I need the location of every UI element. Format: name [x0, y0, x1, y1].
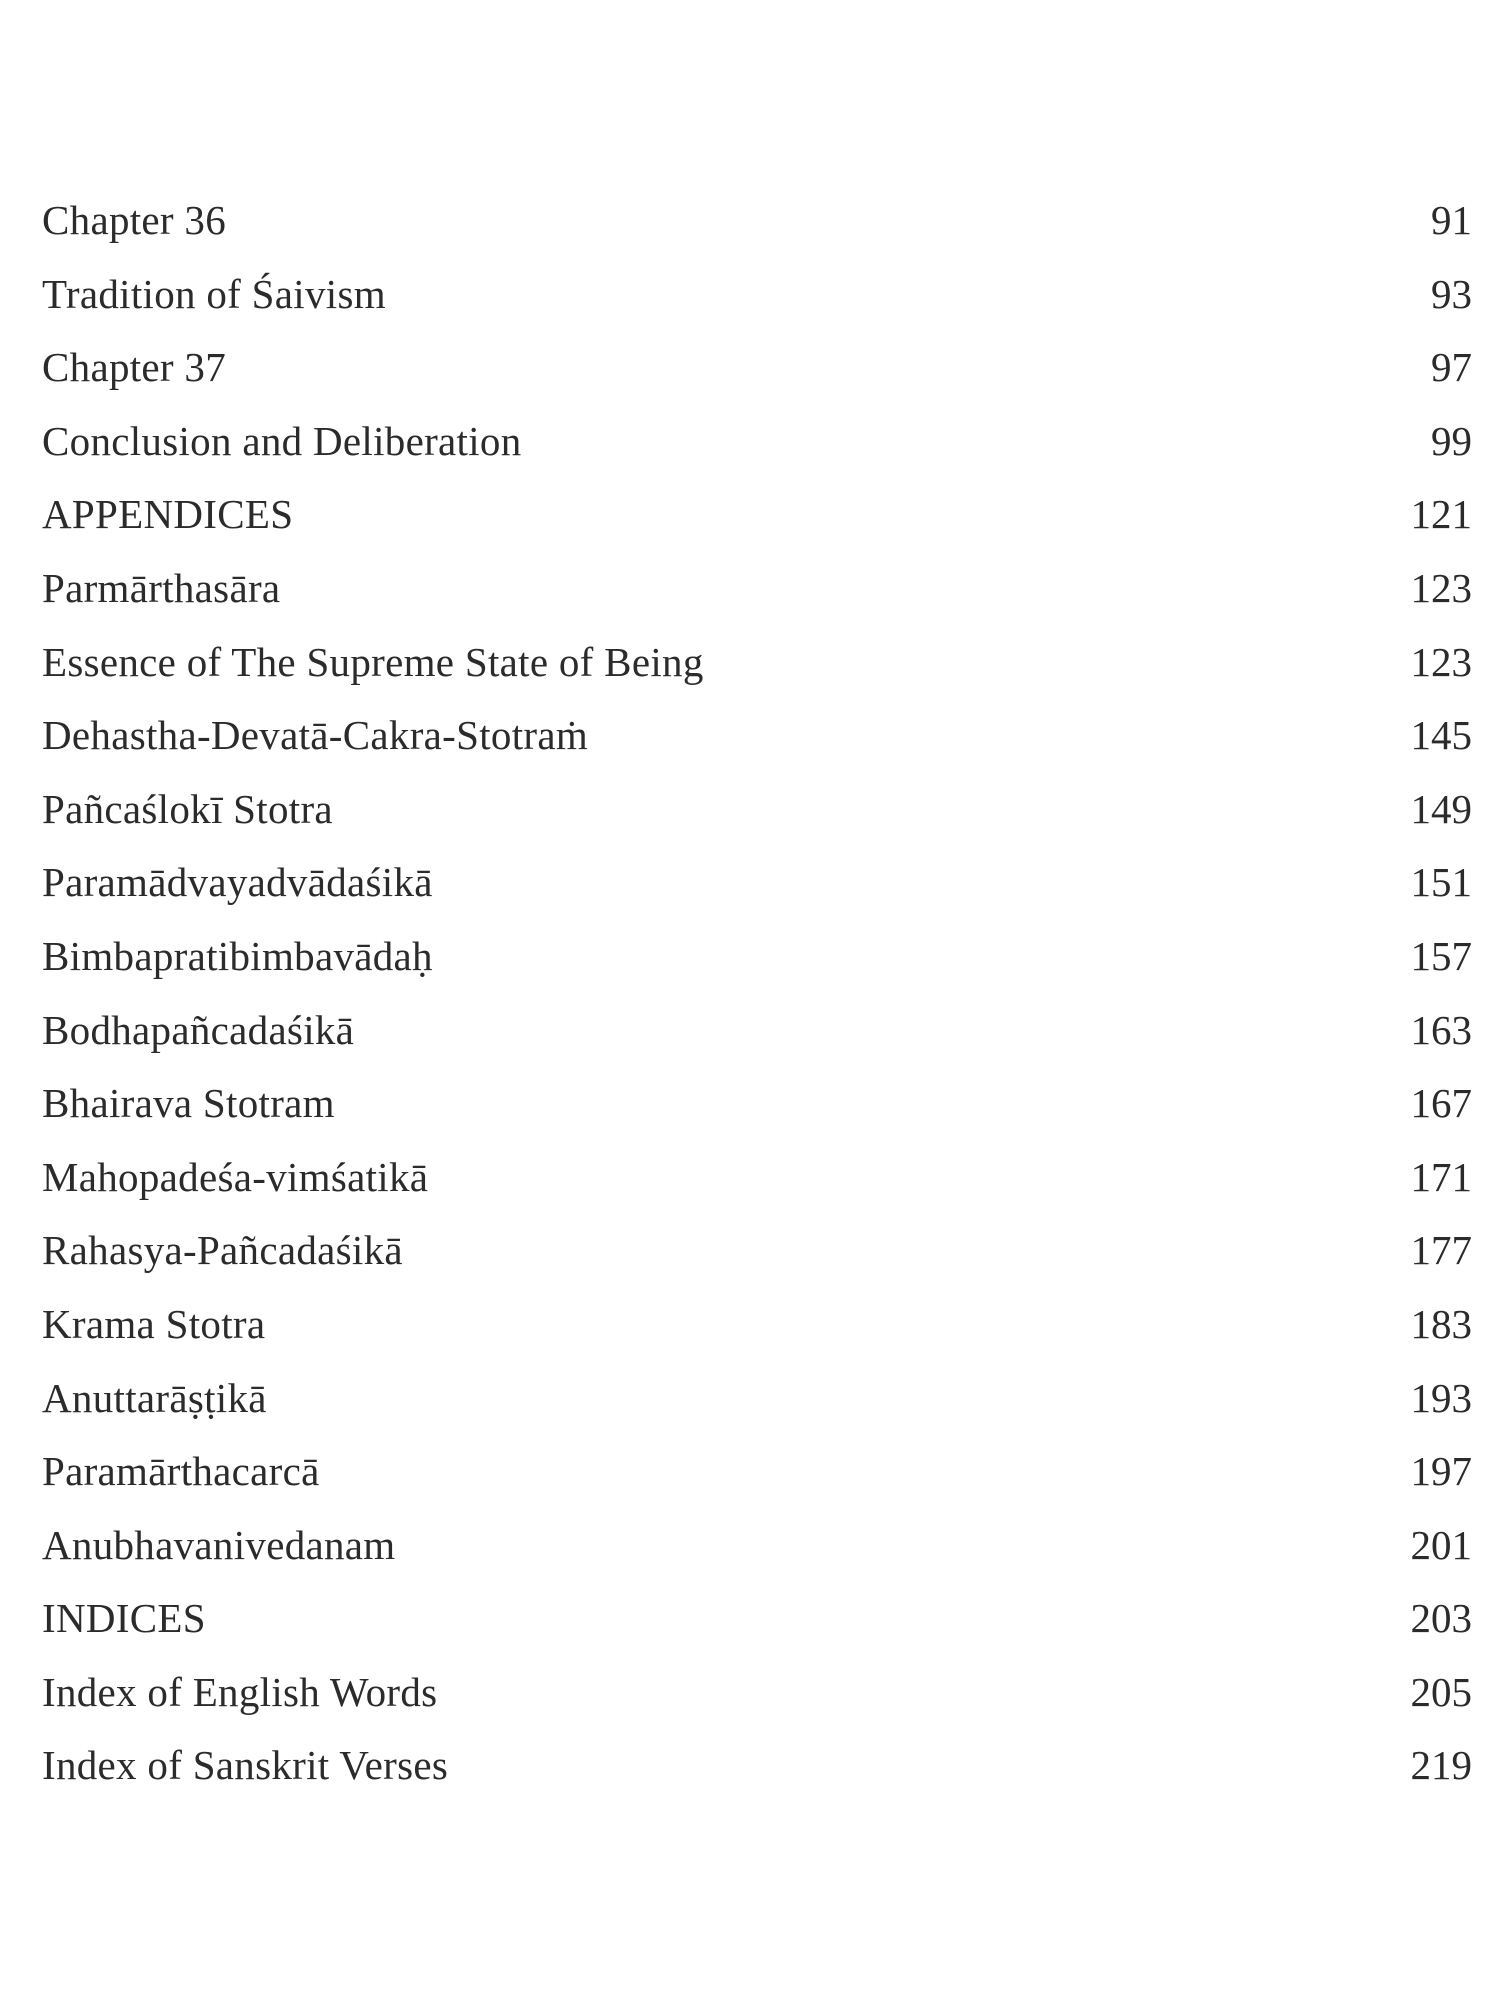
toc-entry-title: Anuttarāṣṭikā	[42, 1374, 267, 1421]
toc-entry-title: Index of Sanskrit Verses	[42, 1742, 449, 1789]
toc-entry-page: 149	[1410, 785, 1472, 832]
toc-entry[interactable]	[42, 1668, 1472, 1742]
toc-entry-title: Chapter 37	[42, 344, 227, 391]
toc-section-indices[interactable]	[42, 1594, 1472, 1668]
toc-entry-title: Anubhavanivedanam	[42, 1521, 396, 1568]
toc-entry[interactable]	[42, 417, 1472, 491]
toc-entry-title: Rahasya-Pañcadaśikā	[42, 1227, 403, 1274]
toc-entry-page: 123	[1410, 638, 1472, 685]
toc-entry-title: Essence of The Supreme State of Being	[42, 638, 704, 685]
toc-entry[interactable]	[42, 638, 1472, 712]
toc-entry[interactable]	[42, 1521, 1472, 1595]
toc-entry-page: 197	[1410, 1448, 1472, 1495]
toc-entry-page: 201	[1410, 1521, 1472, 1568]
toc-entry-title: Pañcaślokī Stotra	[42, 785, 333, 832]
toc-entry-page: 151	[1410, 859, 1472, 906]
toc-entry-page: 203	[1410, 1595, 1472, 1642]
toc-entry-page: 177	[1410, 1227, 1472, 1274]
toc-entry-page: 193	[1410, 1374, 1472, 1421]
toc-entry-title: Bimbapratibimbavādaḥ	[42, 932, 433, 979]
toc-entry-page: 163	[1410, 1006, 1472, 1053]
toc-entry-title: Krama Stotra	[42, 1300, 266, 1347]
toc-entry-page: 91	[1431, 197, 1472, 243]
toc-section-title: INDICES	[42, 1595, 206, 1642]
toc-entry[interactable]	[42, 1079, 1472, 1153]
toc-entry-page: 157	[1410, 932, 1472, 979]
toc-entry[interactable]	[42, 270, 1472, 344]
toc-entry-title: Chapter 36	[42, 197, 227, 243]
toc-entry-title: Conclusion and Deliberation	[42, 417, 522, 464]
toc-entry-title: Mahopadeśa-vimśatikā	[42, 1153, 429, 1200]
toc-entry[interactable]	[42, 711, 1472, 785]
toc-entry-title: Index of English Words	[42, 1668, 438, 1715]
toc-entry-title: Bhairava Stotram	[42, 1080, 335, 1127]
toc-entry-title: Paramārthacarcā	[42, 1448, 320, 1495]
toc-entry[interactable]	[42, 785, 1472, 859]
toc-entry-page: 99	[1431, 417, 1472, 464]
toc-entry-page: 205	[1410, 1668, 1472, 1715]
toc-section-title: APPENDICES	[42, 491, 294, 538]
toc-entry-page: 145	[1410, 712, 1472, 759]
toc-entry-title: Bodhapañcadaśikā	[42, 1006, 355, 1053]
toc-entry-title: Paramādvayadvādaśikā	[42, 859, 433, 906]
toc-entry[interactable]	[42, 1226, 1472, 1300]
toc-entry-title: Tradition of Śaivism	[42, 270, 386, 317]
toc-entry[interactable]	[42, 858, 1472, 932]
toc-entry[interactable]	[42, 1153, 1472, 1227]
toc-entry-page: 167	[1410, 1080, 1472, 1127]
toc-entry[interactable]	[42, 1741, 1472, 1815]
toc-entry-page: 93	[1431, 270, 1472, 317]
toc-entry[interactable]	[42, 564, 1472, 638]
toc-entry-page: 171	[1410, 1153, 1472, 1200]
toc-entry-page: 219	[1410, 1742, 1472, 1789]
toc-entry[interactable]	[42, 1447, 1472, 1521]
toc-entry[interactable]	[42, 343, 1472, 417]
table-of-contents	[42, 196, 1472, 1815]
toc-entry-title: Dehastha-Devatā-Cakra-Stotraṁ	[42, 712, 589, 759]
toc-section-appendices[interactable]	[42, 490, 1472, 564]
toc-entry-page: 121	[1410, 491, 1472, 538]
toc-entry-title: Parmārthasāra	[42, 564, 281, 611]
toc-entry[interactable]	[42, 1300, 1472, 1374]
toc-entry[interactable]	[42, 932, 1472, 1006]
toc-entry[interactable]	[42, 196, 1472, 270]
toc-entry-page: 183	[1410, 1300, 1472, 1347]
toc-entry-page: 97	[1431, 344, 1472, 391]
toc-entry[interactable]	[42, 1006, 1472, 1080]
toc-entry[interactable]	[42, 1374, 1472, 1448]
toc-entry-page: 123	[1410, 564, 1472, 611]
